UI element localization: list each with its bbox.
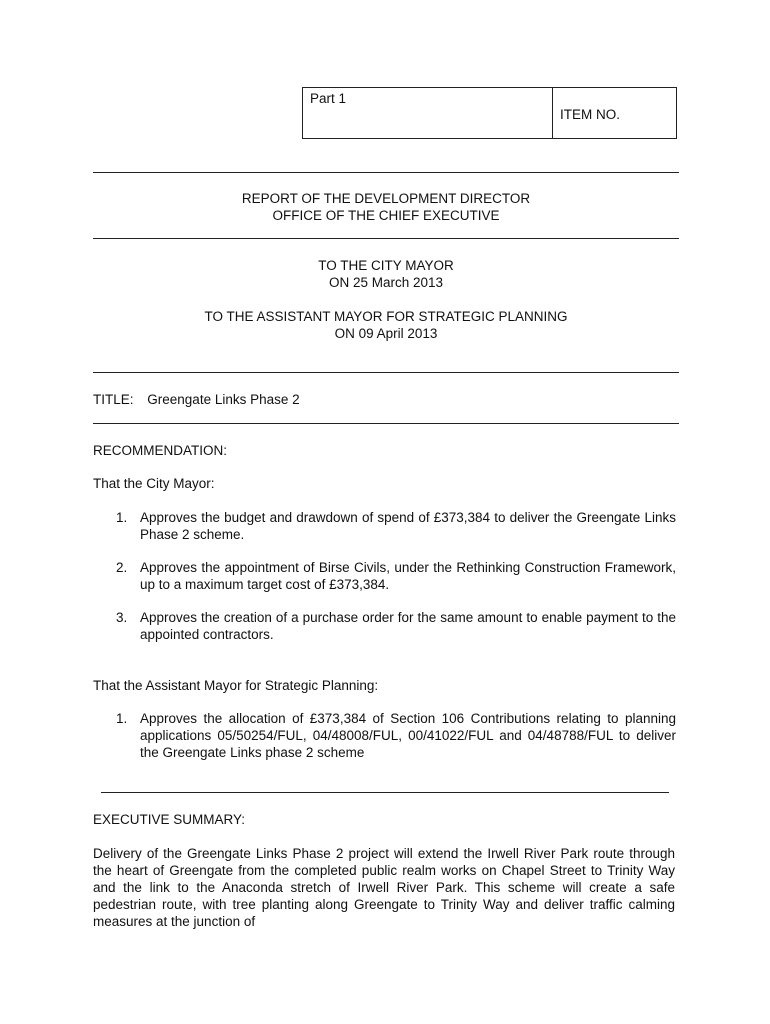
list-item bbox=[112, 559, 676, 593]
report-from bbox=[93, 190, 679, 224]
list-number: 2. bbox=[116, 560, 128, 575]
recommendation-heading: RECOMMENDATION: bbox=[93, 443, 227, 458]
title-value: Greengate Links Phase 2 bbox=[147, 392, 300, 407]
executive-summary-paragraph: Delivery of the Greengate Links Phase 2 project will extend the Irwell River Park route through the heart of Greengate from the completed public realm works on Chapel Street to Trinity Way and the link to the Anaconda stretch of Irwell River Park. This scheme will create a safe pedestrian route, with tree planting along Greengate to Trinity Way and deliver traffic calming measures at the junction of bbox=[93, 846, 675, 929]
list-item bbox=[112, 509, 676, 543]
list-item bbox=[112, 609, 676, 643]
list-number: 1. bbox=[116, 510, 128, 525]
mayor-date: ON 25 March 2013 bbox=[328, 275, 444, 290]
assistant-line: TO THE ASSISTANT MAYOR FOR STRATEGIC PLANNING bbox=[204, 309, 568, 324]
divider bbox=[101, 792, 669, 793]
divider bbox=[93, 238, 679, 239]
recipients bbox=[93, 257, 679, 342]
assistant-intro: That the Assistant Mayor for Strategic Planning: bbox=[93, 678, 379, 693]
part-label: Part 1 bbox=[310, 91, 347, 106]
executive-summary-heading: EXECUTIVE SUMMARY: bbox=[93, 812, 246, 827]
assistant-recommendation-list bbox=[112, 710, 676, 761]
item-no-label: ITEM NO. bbox=[560, 107, 620, 122]
list-text: Approves the budget and drawdown of spend of £373,384 to deliver the Greengate Links Phase 2 scheme. bbox=[140, 510, 676, 542]
mayor-recommendation-list bbox=[112, 509, 676, 643]
divider bbox=[93, 372, 679, 373]
report-from-line-2: OFFICE OF THE CHIEF EXECUTIVE bbox=[272, 208, 500, 223]
assistant-date: ON 09 April 2013 bbox=[334, 326, 438, 341]
title-row bbox=[93, 391, 300, 408]
item-no-cell bbox=[553, 88, 676, 138]
divider bbox=[93, 172, 679, 173]
list-item bbox=[112, 710, 676, 761]
list-text: Approves the appointment of Birse Civils, under the Rethinking Construction Framework, up to a maximum target cost of £373,384. bbox=[140, 560, 676, 592]
list-number: 1. bbox=[116, 711, 128, 726]
list-text: Approves the creation of a purchase order for the same amount to enable payment to the appointed contractors. bbox=[140, 610, 676, 642]
part-cell bbox=[303, 88, 553, 138]
title-label: TITLE: bbox=[93, 392, 134, 407]
mayor-intro: That the City Mayor: bbox=[93, 476, 215, 491]
header-box bbox=[302, 87, 677, 139]
list-number: 3. bbox=[116, 610, 128, 625]
report-from-line-1: REPORT OF THE DEVELOPMENT DIRECTOR bbox=[241, 191, 531, 206]
mayor-line: TO THE CITY MAYOR bbox=[318, 258, 454, 273]
list-text: Approves the allocation of £373,384 of Section 106 Contributions relating to planning applications 05/50254/FUL, 04/48008/FUL, 00/41022/FUL and 04/48788/FUL to deliver the Greengate Links phase 2 scheme bbox=[140, 711, 676, 760]
divider bbox=[93, 423, 679, 424]
